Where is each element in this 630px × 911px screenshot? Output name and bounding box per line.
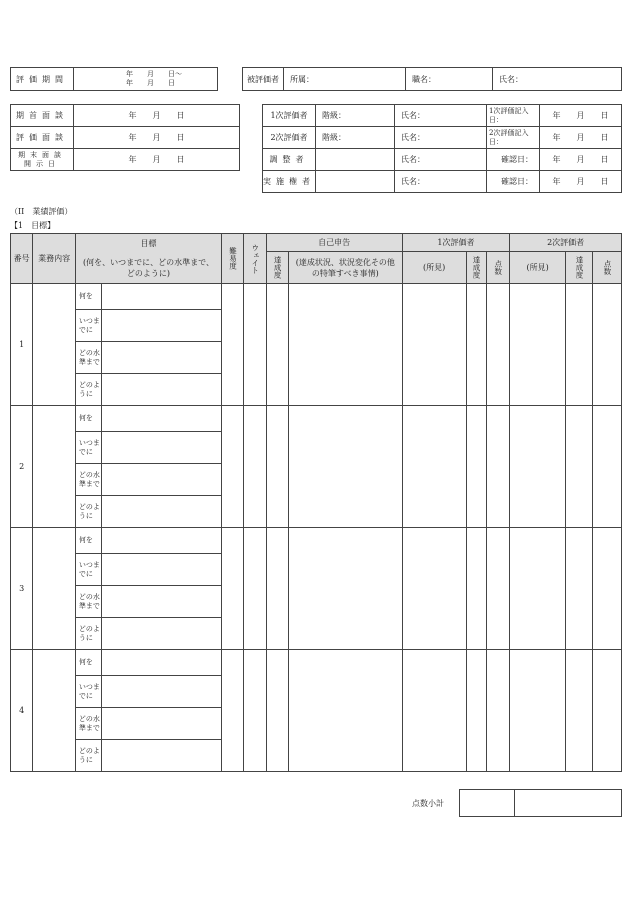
goal-item-input[interactable]	[102, 284, 222, 310]
evaluator1-name[interactable]: 氏名：	[395, 105, 487, 127]
header-first-opinion: (所見)	[402, 252, 466, 284]
evaluator2-date-label: 2次評価記入日：	[487, 127, 540, 149]
goal-item-label: いつまでに	[75, 676, 101, 708]
work-content-cell[interactable]	[33, 528, 76, 650]
difficulty-cell[interactable]	[222, 406, 244, 528]
first-opinion-cell[interactable]	[402, 284, 466, 406]
implementer-date[interactable]: 年 月 日	[540, 171, 622, 193]
evaluator2-rank[interactable]: 階級：	[316, 127, 395, 149]
header-goal-title: 目標	[140, 239, 157, 248]
evaluation-period-box	[10, 67, 218, 91]
self-achievement-cell[interactable]	[266, 528, 288, 650]
goal-item-label: いつまでに	[75, 310, 101, 342]
goal-item-label: どのように	[75, 740, 101, 772]
implementer-name[interactable]: 氏名：	[395, 171, 487, 193]
difficulty-cell[interactable]	[222, 284, 244, 406]
interview-end-date[interactable]: 年 月 日	[74, 149, 240, 171]
implementer-rank[interactable]	[316, 171, 395, 193]
goal-item-input[interactable]	[102, 618, 222, 650]
goal-item-input[interactable]	[102, 310, 222, 342]
second-opinion-cell[interactable]	[510, 650, 566, 772]
goals-table	[10, 233, 622, 772]
goal-item-input[interactable]	[102, 432, 222, 464]
goal-subrow	[11, 528, 622, 554]
goal-item-input[interactable]	[102, 342, 222, 374]
evaluator2-name[interactable]: 氏名：	[395, 127, 487, 149]
self-detail-cell[interactable]	[288, 650, 402, 772]
header-weight: ウェイト	[244, 234, 266, 284]
work-content-cell[interactable]	[33, 650, 76, 772]
work-content-cell[interactable]	[33, 406, 76, 528]
weight-cell[interactable]	[244, 528, 266, 650]
implementer-role: 実施権者	[263, 171, 316, 193]
header-self-report: 自己申告	[266, 234, 402, 252]
first-achievement-cell[interactable]	[466, 284, 486, 406]
header-difficulty: 難易度	[222, 234, 244, 284]
second-achievement-cell[interactable]	[566, 284, 593, 406]
evaluatee-label: 被評価者	[243, 68, 284, 91]
self-achievement-cell[interactable]	[266, 406, 288, 528]
first-achievement-cell[interactable]	[466, 528, 486, 650]
second-achievement-cell[interactable]	[566, 650, 593, 772]
interview-end-label-line2: 開示日	[24, 159, 60, 168]
goal-subrow	[11, 284, 622, 310]
difficulty-cell[interactable]	[222, 650, 244, 772]
evaluatee-box	[242, 67, 622, 91]
implementer-date-label: 確認日：	[487, 171, 540, 193]
goal-item-input[interactable]	[102, 586, 222, 618]
goal-item-input[interactable]	[102, 406, 222, 432]
adjuster-date[interactable]: 年 月 日	[540, 149, 622, 171]
difficulty-cell[interactable]	[222, 528, 244, 650]
period-end-date[interactable]: 年 月 日	[126, 79, 175, 87]
goal-item-label: 何を	[75, 284, 101, 310]
goal-subrow	[11, 406, 622, 432]
header-first-score: 点数	[486, 252, 509, 284]
header-work: 業務内容	[33, 234, 76, 284]
second-score-cell[interactable]	[593, 650, 622, 772]
header-goal	[75, 234, 221, 284]
header-second-score: 点数	[593, 252, 622, 284]
interviews-box	[10, 104, 240, 171]
subtotal-box	[459, 789, 622, 817]
goal-item-input[interactable]	[102, 496, 222, 528]
goal-item-input[interactable]	[102, 528, 222, 554]
second-opinion-cell[interactable]	[510, 284, 566, 406]
goal-item-input[interactable]	[102, 464, 222, 496]
subsection-title: 【1 目標】	[10, 221, 56, 230]
evaluation-period-label: 評価期間	[11, 68, 74, 91]
first-score-cell[interactable]	[486, 650, 509, 772]
self-detail-cell[interactable]	[288, 284, 402, 406]
first-score-cell[interactable]	[486, 284, 509, 406]
goal-item-label: 何を	[75, 650, 101, 676]
goal-item-label: いつまでに	[75, 554, 101, 586]
row-number: 1	[11, 284, 33, 406]
goal-item-input[interactable]	[102, 676, 222, 708]
interview-eval-label: 評価面談	[11, 127, 74, 149]
evaluation-period-dates	[74, 68, 218, 91]
adjuster-name[interactable]: 氏名：	[395, 149, 487, 171]
goal-item-label: どのように	[75, 496, 101, 528]
goal-item-input[interactable]	[102, 554, 222, 586]
header-self-detail: (達成状況、状況変化その他の特筆すべき事情)	[288, 252, 402, 284]
goal-item-input[interactable]	[102, 740, 222, 772]
header-second-opinion: (所見)	[510, 252, 566, 284]
second-score-cell[interactable]	[593, 284, 622, 406]
period-start-date[interactable]: 年 月 日〜	[126, 70, 182, 78]
second-achievement-cell[interactable]	[566, 528, 593, 650]
goal-item-label: どの水準まで	[75, 464, 101, 496]
goal-item-label: どの水準まで	[75, 586, 101, 618]
self-detail-cell[interactable]	[288, 528, 402, 650]
header-number: 番号	[11, 234, 33, 284]
first-score-cell[interactable]	[486, 406, 509, 528]
goal-item-input[interactable]	[102, 650, 222, 676]
evaluatee-name-field[interactable]: 氏名：	[493, 68, 622, 91]
adjuster-rank[interactable]	[316, 149, 395, 171]
interview-end-label	[11, 149, 74, 171]
subtotal-first-score[interactable]	[460, 790, 515, 817]
self-achievement-cell[interactable]	[266, 284, 288, 406]
interview-start-date[interactable]: 年 月 日	[74, 105, 240, 127]
second-score-cell[interactable]	[593, 528, 622, 650]
first-opinion-cell[interactable]	[402, 406, 466, 528]
goal-item-label: 何を	[75, 528, 101, 554]
work-content-cell[interactable]	[33, 284, 76, 406]
first-opinion-cell[interactable]	[402, 528, 466, 650]
row-number: 4	[11, 650, 33, 772]
evaluators-box	[262, 104, 622, 193]
weight-cell[interactable]	[244, 284, 266, 406]
goal-item-label: 何を	[75, 406, 101, 432]
second-achievement-cell[interactable]	[566, 406, 593, 528]
section-title: （II 業績評価）	[10, 207, 73, 216]
first-opinion-cell[interactable]	[402, 650, 466, 772]
weight-cell[interactable]	[244, 650, 266, 772]
header-self-achievement: 達成度	[266, 252, 288, 284]
second-opinion-cell[interactable]	[510, 528, 566, 650]
first-achievement-cell[interactable]	[466, 406, 486, 528]
header-first-achievement: 達成度	[466, 252, 486, 284]
evaluator1-date[interactable]: 年 月 日	[540, 105, 622, 127]
goal-item-label: いつまでに	[75, 432, 101, 464]
adjuster-role: 調整者	[263, 149, 316, 171]
goal-subrow	[11, 650, 622, 676]
interview-eval-date[interactable]: 年 月 日	[74, 127, 240, 149]
interview-start-label: 期首面談	[11, 105, 74, 127]
evaluator1-rank[interactable]: 階級：	[316, 105, 395, 127]
evaluator1-date-label: 1次評価記入日：	[487, 105, 540, 127]
adjuster-date-label: 確認日：	[487, 149, 540, 171]
header-second-evaluator: 2次評価者	[510, 234, 622, 252]
evaluatee-dept-field[interactable]: 所属：	[284, 68, 406, 91]
header-goal-sub: (何を、いつまでに、どの水準まで、どのように)	[83, 258, 214, 278]
goal-item-input[interactable]	[102, 374, 222, 406]
evaluator2-date[interactable]: 年 月 日	[540, 127, 622, 149]
weight-cell[interactable]	[244, 406, 266, 528]
interview-end-label-line1: 期末面談	[18, 150, 66, 159]
header-first-evaluator: 1次評価者	[402, 234, 510, 252]
goal-item-label: どのように	[75, 618, 101, 650]
first-score-cell[interactable]	[486, 528, 509, 650]
second-score-cell[interactable]	[593, 406, 622, 528]
self-achievement-cell[interactable]	[266, 650, 288, 772]
header-second-achievement: 達成度	[566, 252, 593, 284]
evaluator1-role: 1次評価者	[263, 105, 316, 127]
self-detail-cell[interactable]	[288, 406, 402, 528]
subtotal-second-score[interactable]	[515, 790, 622, 817]
subtotal-label: 点数小計	[412, 799, 444, 808]
first-achievement-cell[interactable]	[466, 650, 486, 772]
goal-item-label: どの水準まで	[75, 342, 101, 374]
second-opinion-cell[interactable]	[510, 406, 566, 528]
evaluatee-title-field[interactable]: 職名：	[406, 68, 493, 91]
goal-item-label: どのように	[75, 374, 101, 406]
evaluator2-role: 2次評価者	[263, 127, 316, 149]
goal-item-input[interactable]	[102, 708, 222, 740]
goal-item-label: どの水準まで	[75, 708, 101, 740]
row-number: 2	[11, 406, 33, 528]
row-number: 3	[11, 528, 33, 650]
